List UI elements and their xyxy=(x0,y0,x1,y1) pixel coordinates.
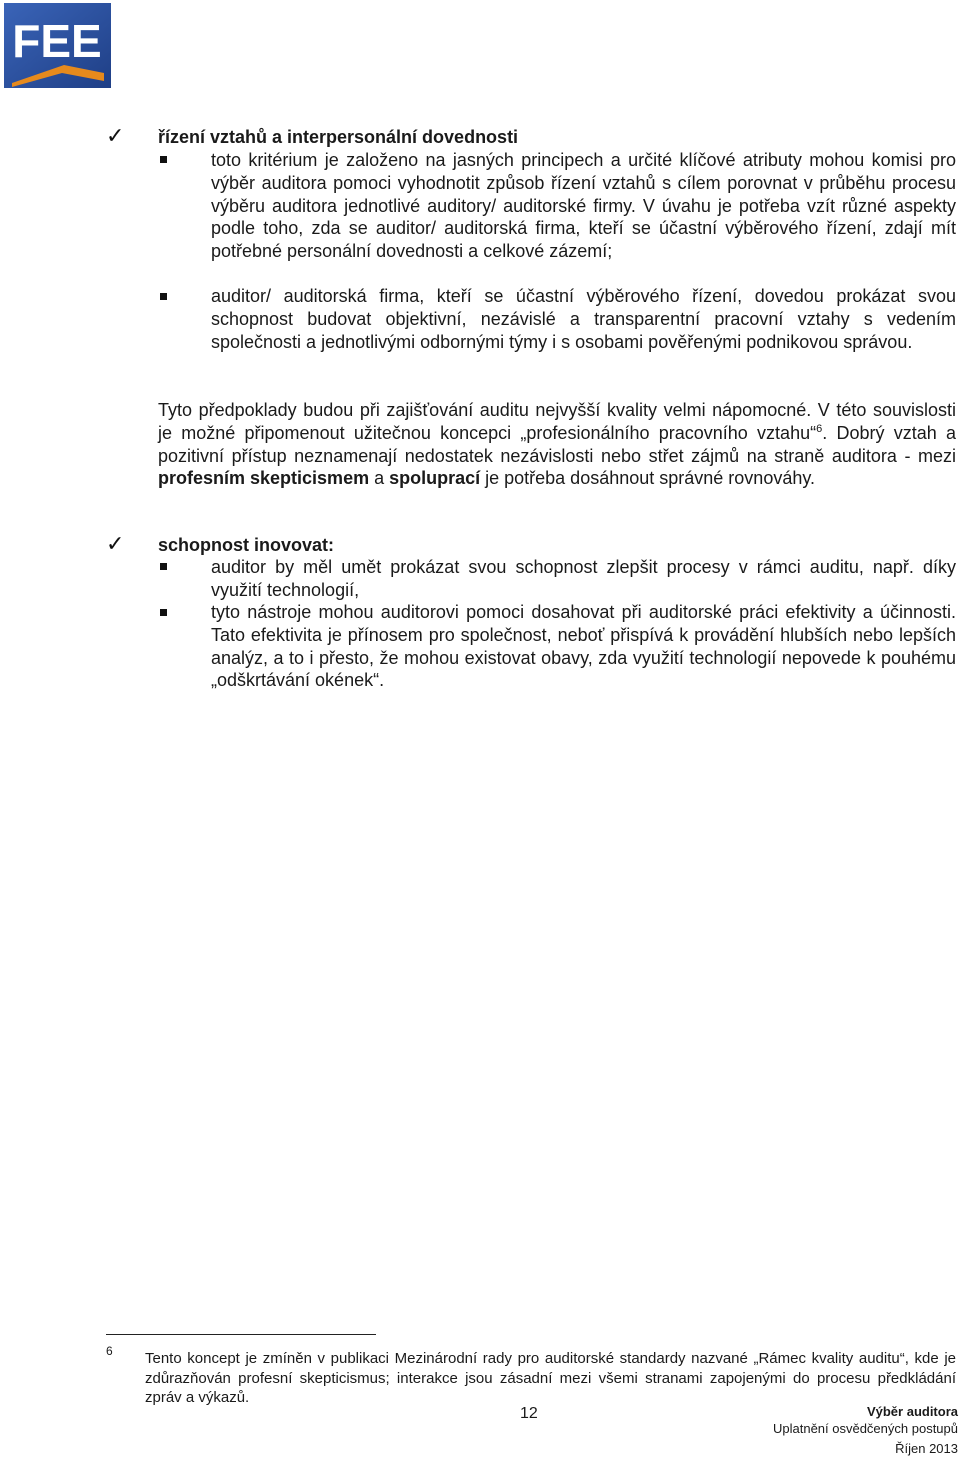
footnote-text: Tento koncept je zmíněn v publikaci Mezinárodní rady pro auditorské standardy nazvané „Rámec kvality auditu“, kde je zdůrazňován profesní skepticismus; interakce jsou zásadní mezi všemi stranami zapojenými do procesu předkládání zpráv a výkazů. xyxy=(145,1350,956,1406)
fee-logo xyxy=(4,3,111,88)
bold-term-cooperation: spoluprací xyxy=(389,468,481,489)
bullet-square-icon xyxy=(160,563,167,570)
logo-text: FEE xyxy=(12,15,102,67)
footnote-number: 6 xyxy=(106,1344,113,1358)
footer-date: Říjen 2013 xyxy=(895,1441,958,1456)
section1-bullet-1: toto kritérium je založeno na jasných principech a určité klíčové atributy mohou komisi pro výběr auditora pomoci vyhodnotit způsob řízení vztahů s cílem porovnat v průběhu procesu výběru auditora jednotlivé auditory/ auditorské firmy. V úvahu je potřeba vzít různé aspekty podle toho, zda se auditor/ auditorská firma, kteří se účastní výběrového řízení, zdají mít potřebné personální dovednosti a celkové zázemí; xyxy=(211,150,956,262)
paragraph-text-1: Tyto předpoklady budou při zajišťování auditu nejvyšší kvality velmi nápomocné. V této souvislosti je možné připomenout užitečnou koncepci „profesionálního pracovního vztahu“ xyxy=(158,400,956,443)
paragraph-text-2: . Dobrý vztah a pozitivní přístup neznamenají nedostatek nezávislosti nebo střet zájmů na straně auditora - mezi xyxy=(158,422,957,466)
footer-subtitle: Uplatnění osvědčených postupů xyxy=(772,1421,958,1436)
section2-title: schopnost inovovat: xyxy=(158,535,335,555)
paragraph-text-3: a xyxy=(369,468,390,489)
body-paragraph xyxy=(158,399,956,490)
checkmark-icon: ✓ xyxy=(106,531,125,556)
section1-title: řízení vztahů a interpersonální dovednosti xyxy=(158,127,519,147)
section1-bullet-2: auditor/ auditorská firma, kteří se účastní výběrového řízení, dovedou prokázat svou schopnost budovat objektivní, nezávislé a transparentní pracovní vztahy s vedením společnosti a jednotlivými odbornými týmy i s osobami pověřenými podnikovou správou. xyxy=(211,286,956,352)
bullet-square-icon xyxy=(160,156,167,163)
section2-bullet-2: tyto nástroje mohou auditorovi pomoci dosahovat při auditorské práci efektivity a účinnosti. Tato efektivita je přínosem pro společnost, neboť přispívá k provádění hlubších nebo lepších analýz, a to i přesto, že mohou existovat obavy, zda využití technologií nepovede k pouhému „odškrtávání okének“. xyxy=(211,602,956,691)
paragraph-text-4: je potřeba dosáhnout správné rovnováhy. xyxy=(480,468,816,489)
bold-term-skepticism: profesním skepticismem xyxy=(158,468,370,489)
section2-bullet-1: auditor by měl umět prokázat svou schopnost zlepšit procesy v rámci auditu, např. díky využití technologií, xyxy=(211,557,956,600)
page-number: 12 xyxy=(520,1405,538,1422)
checkmark-icon: ✓ xyxy=(106,123,125,148)
footnote-divider xyxy=(106,1334,376,1335)
footer-title: Výběr auditora xyxy=(866,1404,958,1419)
bullet-square-icon xyxy=(160,293,167,300)
footnote-reference: 6 xyxy=(816,422,823,435)
bullet-square-icon xyxy=(160,609,167,616)
